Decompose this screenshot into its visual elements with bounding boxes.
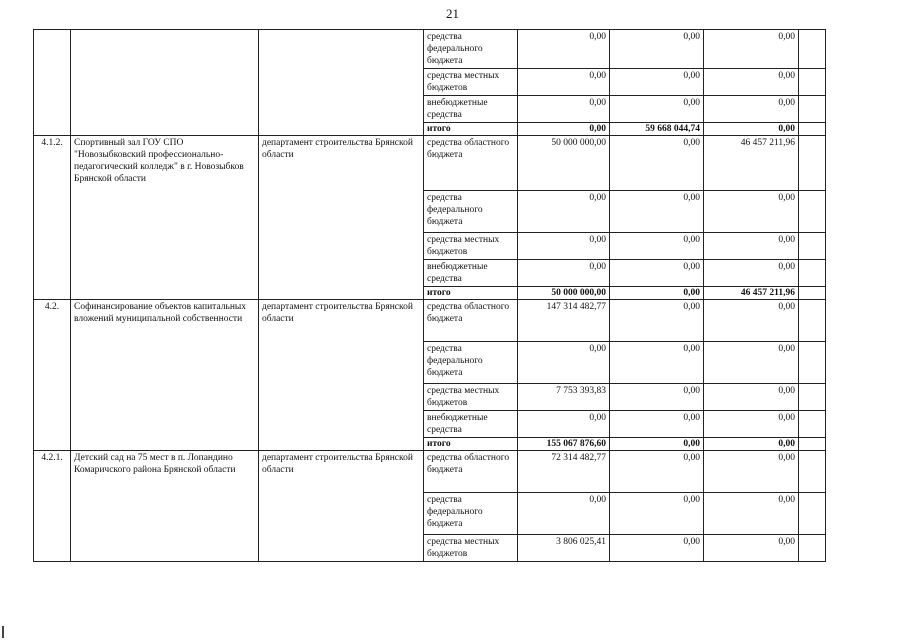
empty-cell [799,342,826,384]
amount-year-3: 46 457 211,96 [704,287,799,300]
amount-year-3: 0,00 [704,191,799,233]
budget-table [33,29,826,562]
page-number: 21 [446,6,459,21]
funding-source: средства местных бюджетов [424,384,518,411]
empty-cell [799,123,826,136]
funding-source: средства федерального бюджета [424,342,518,384]
item-code: 4.2.1. [34,451,71,562]
table-row [34,451,826,493]
funding-source: средства федерального бюджета [424,493,518,535]
funding-source: внебюджетные средства [424,411,518,438]
amount-year-3: 0,00 [704,411,799,438]
funding-source: средства местных бюджетов [424,535,518,562]
funding-source: средства областного бюджета [424,451,518,493]
amount-year-1: 0,00 [518,233,610,260]
item-name [71,30,259,136]
amount-year-1: 0,00 [518,30,610,69]
item-name: Спортивный зал ГОУ СПО "Новозыбковский профессионально-педагогический колледж" в г. Новозыбков Брянской области [71,136,259,300]
funding-source: средства областного бюджета [424,300,518,342]
amount-year-3: 0,00 [704,96,799,123]
funding-source: средства федерального бюджета [424,30,518,69]
table-row [34,30,826,69]
amount-year-1: 72 314 482,77 [518,451,610,493]
amount-year-1: 50 000 000,00 [518,136,610,191]
amount-year-1: 0,00 [518,342,610,384]
funding-source: средства местных бюджетов [424,233,518,260]
amount-year-3: 0,00 [704,69,799,96]
funding-source: итого [424,287,518,300]
amount-year-1: 0,00 [518,260,610,287]
empty-cell [799,451,826,493]
item-code: 4.1.2. [34,136,71,300]
responsible-dept [259,30,424,136]
amount-year-2: 0,00 [610,233,704,260]
empty-cell [799,233,826,260]
amount-year-1: 0,00 [518,69,610,96]
amount-year-3: 0,00 [704,30,799,69]
amount-year-1: 0,00 [518,96,610,123]
amount-year-3: 0,00 [704,535,799,562]
amount-year-1: 3 806 025,41 [518,535,610,562]
funding-source: средства местных бюджетов [424,69,518,96]
amount-year-2: 0,00 [610,287,704,300]
amount-year-2: 0,00 [610,535,704,562]
amount-year-1: 147 314 482,77 [518,300,610,342]
empty-cell [799,136,826,191]
empty-cell [799,191,826,233]
amount-year-2: 0,00 [610,300,704,342]
amount-year-3: 46 457 211,96 [704,136,799,191]
empty-cell [799,535,826,562]
amount-year-3: 0,00 [704,384,799,411]
amount-year-1: 0,00 [518,191,610,233]
amount-year-2: 0,00 [610,438,704,451]
table-row [34,300,826,342]
amount-year-1: 0,00 [518,493,610,535]
item-name: Софинансирование объектов капитальных вложений муниципальной собственности [71,300,259,451]
amount-year-2: 0,00 [610,411,704,438]
funding-source: итого [424,438,518,451]
funding-source: итого [424,123,518,136]
empty-cell [799,384,826,411]
amount-year-3: 0,00 [704,300,799,342]
responsible-dept: департамент строительства Брянской области [259,300,424,451]
item-code: 4.2. [34,300,71,451]
amount-year-3: 0,00 [704,493,799,535]
amount-year-3: 0,00 [704,260,799,287]
item-name: Детский сад на 75 мест в п. Лопандино Комаричского района Брянской области [71,451,259,562]
amount-year-1: 0,00 [518,411,610,438]
empty-cell [799,69,826,96]
funding-source: внебюджетные средства [424,260,518,287]
funding-source: средства федерального бюджета [424,191,518,233]
amount-year-2: 0,00 [610,136,704,191]
amount-year-2: 0,00 [610,493,704,535]
amount-year-2: 0,00 [610,384,704,411]
amount-year-2: 0,00 [610,191,704,233]
empty-cell [799,438,826,451]
table-row [34,136,826,191]
empty-cell [799,493,826,535]
amount-year-2: 59 668 044,74 [610,123,704,136]
empty-cell [799,260,826,287]
amount-year-2: 0,00 [610,260,704,287]
responsible-dept: департамент строительства Брянской области [259,451,424,562]
item-code [34,30,71,136]
amount-year-2: 0,00 [610,69,704,96]
binding-mark [2,626,4,638]
amount-year-3: 0,00 [704,342,799,384]
amount-year-3: 0,00 [704,123,799,136]
empty-cell [799,287,826,300]
empty-cell [799,96,826,123]
funding-source: средства областного бюджета [424,136,518,191]
amount-year-3: 0,00 [704,438,799,451]
amount-year-3: 0,00 [704,233,799,260]
amount-year-2: 0,00 [610,96,704,123]
empty-cell [799,411,826,438]
amount-year-1: 155 067 876,60 [518,438,610,451]
amount-year-2: 0,00 [610,30,704,69]
amount-year-1: 0,00 [518,123,610,136]
amount-year-1: 50 000 000,00 [518,287,610,300]
empty-cell [799,300,826,342]
funding-source: внебюджетные средства [424,96,518,123]
responsible-dept: департамент строительства Брянской области [259,136,424,300]
amount-year-2: 0,00 [610,451,704,493]
amount-year-1: 7 753 393,83 [518,384,610,411]
amount-year-2: 0,00 [610,342,704,384]
empty-cell [799,30,826,69]
amount-year-3: 0,00 [704,451,799,493]
